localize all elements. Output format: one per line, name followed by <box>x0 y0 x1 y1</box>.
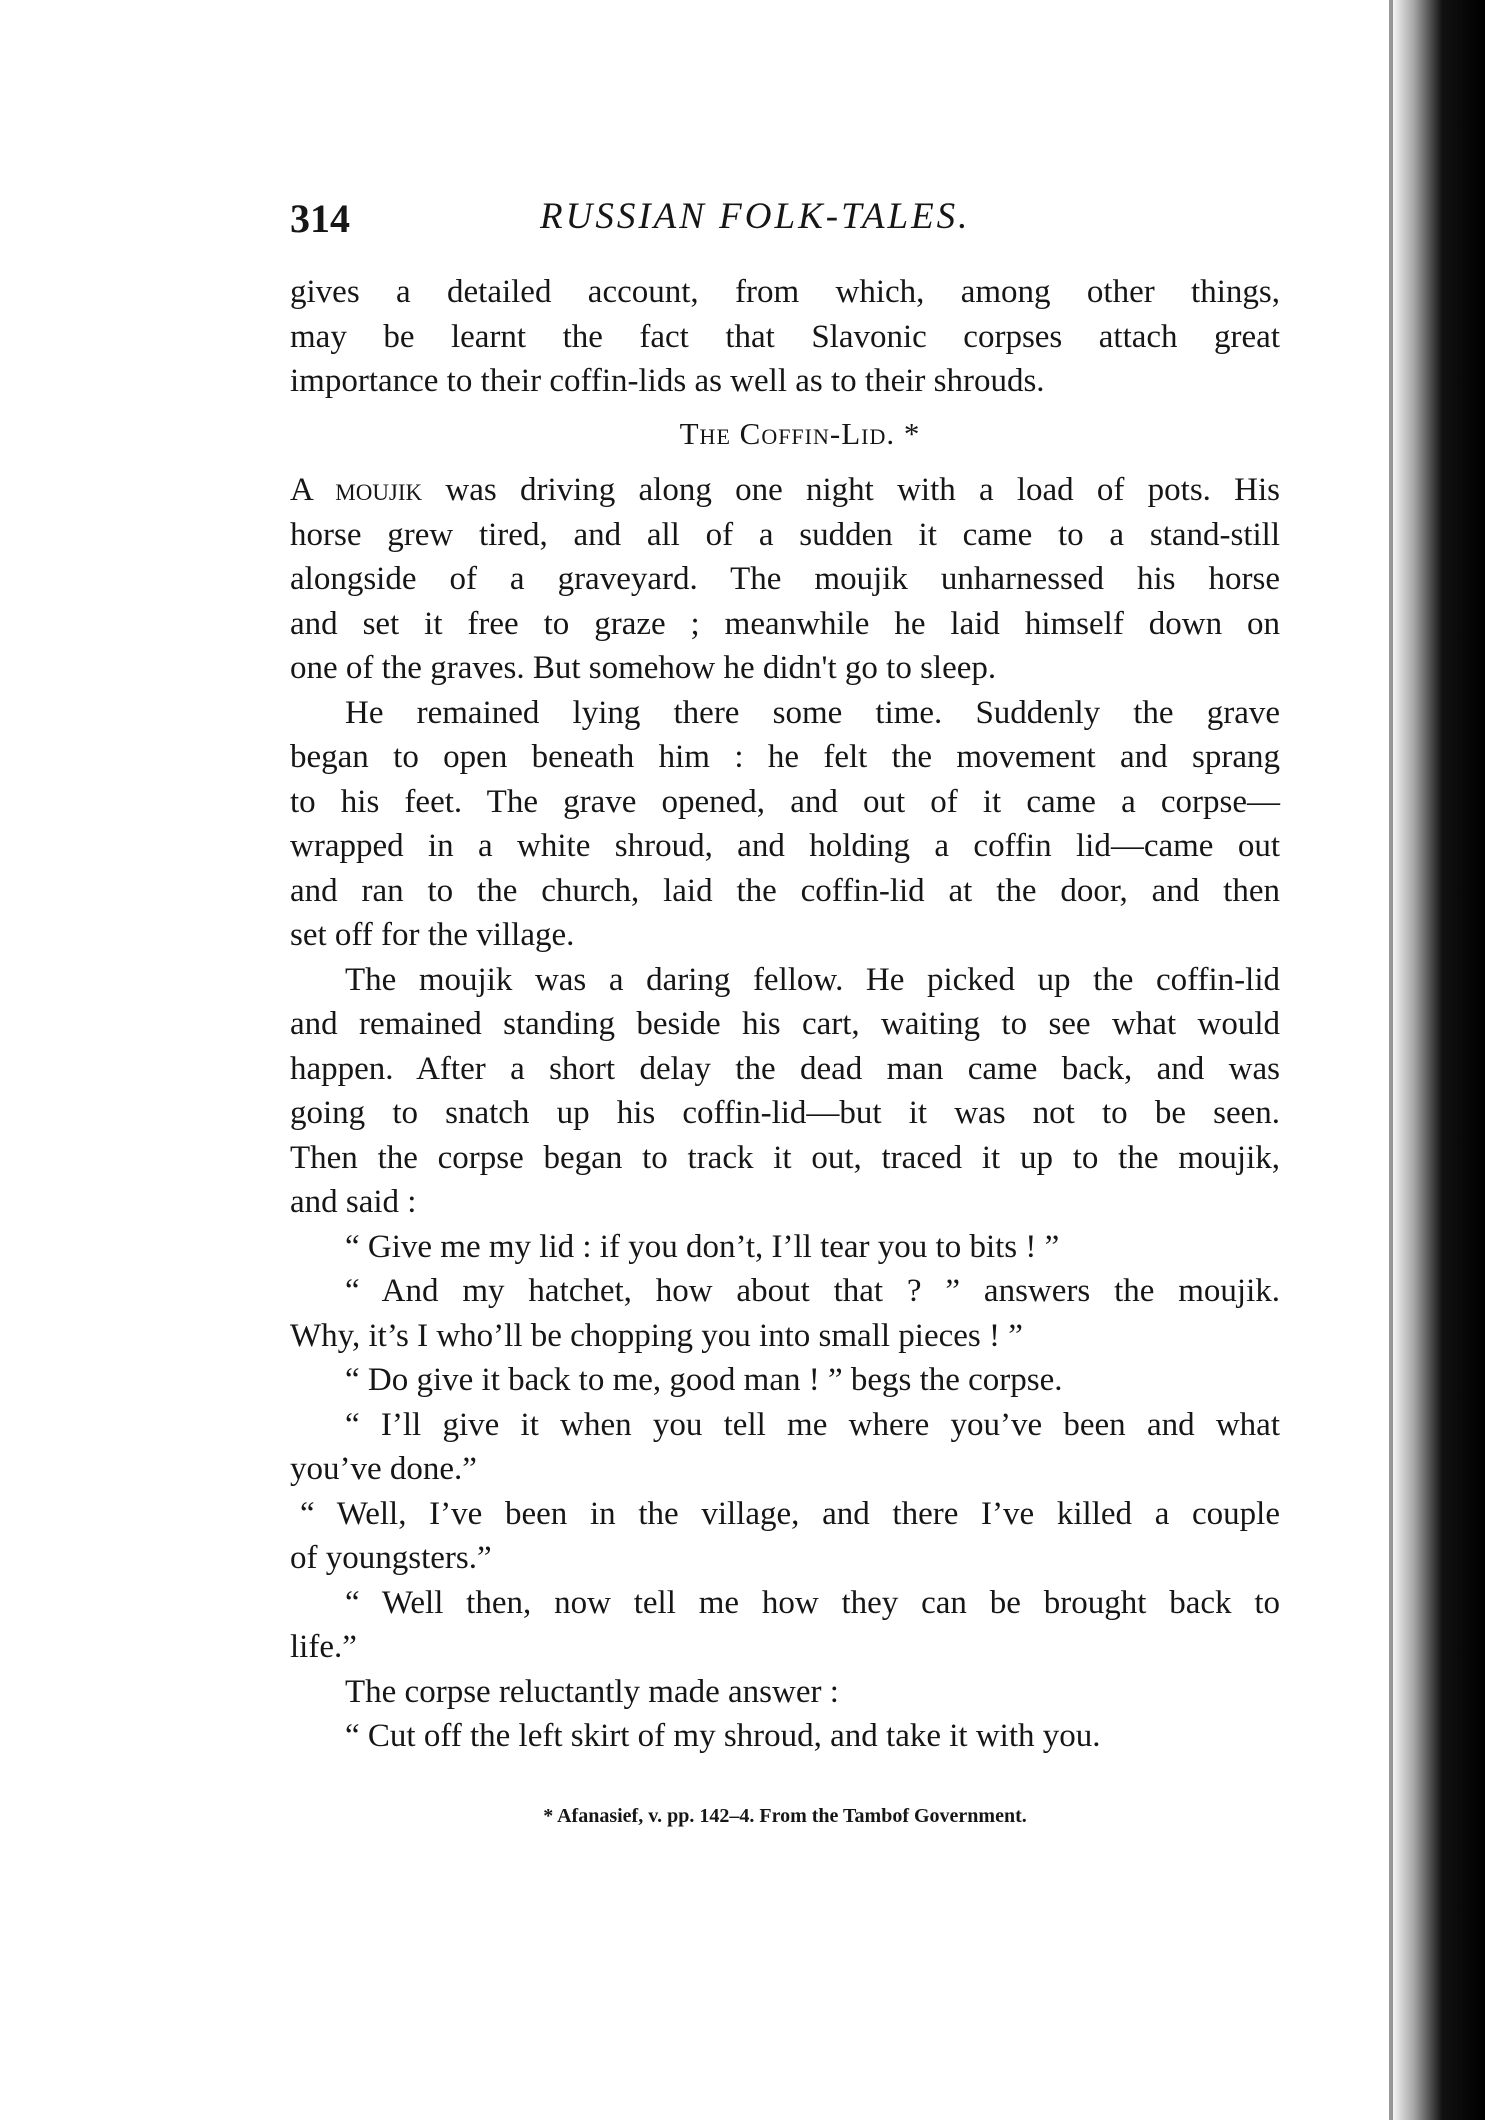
paragraph-line: and remained standing beside his cart, waiting to see what would <box>290 1006 1280 1042</box>
dialogue-5 <box>290 1492 1280 1581</box>
paragraph-line: to his feet. The grave opened, and out of it came a corpse— <box>290 783 1280 820</box>
opening-line-rest: was driving along one night with a load of pots. His <box>422 472 1281 508</box>
story-heading: The Coffin-Lid. * <box>679 415 921 451</box>
paragraph-line: “ Do give it back to me, good man ! ” begs the corpse. <box>345 1362 1063 1398</box>
paragraph-line: The corpse reluctantly made answer : <box>345 1673 839 1710</box>
paragraph-line: and set it free to graze ; meanwhile he laid himself down on <box>290 605 1280 642</box>
dialogue-1 <box>290 1225 1280 1270</box>
running-title: RUSSIAN FOLK-TALES. <box>540 196 971 237</box>
paragraph-line: “ Well then, now tell me how they can be brought back to <box>345 1584 1280 1621</box>
intro-paragraph <box>290 270 1280 404</box>
dialogue-6 <box>290 1581 1280 1670</box>
paragraph-line: happen. After a short delay the dead man came back, and was <box>290 1050 1280 1087</box>
paragraph-line: began to open beneath him : he felt the movement and sprang <box>290 739 1280 775</box>
opening-word: A moujik <box>290 472 423 508</box>
story-paragraph-3 <box>290 958 1280 1225</box>
paragraph-line <box>290 468 1280 513</box>
paragraph-line: alongside of a graveyard. The moujik unharnessed his horse <box>290 561 1280 597</box>
paragraph-line: you’ve done.” <box>290 1451 477 1487</box>
paragraph-line: Why, it’s I who’ll be chopping you into small pieces ! ” <box>290 1317 1023 1354</box>
paragraph-line: Then the corpse began to track it out, traced it up to the moujik, <box>290 1139 1280 1176</box>
paragraph-line: life.” <box>290 1629 357 1665</box>
paragraph-line: one of the graves. But somehow he didn't go to sleep. <box>290 650 997 686</box>
intro-line: may be learnt the fact that Slavonic corpses attach great <box>290 318 1280 355</box>
page-edge-shadow <box>1390 0 1485 2120</box>
story-paragraph-2 <box>290 691 1280 958</box>
paragraph-line: “ I’ll give it when you tell me where you’ve been and what <box>345 1406 1280 1443</box>
dialogue-4 <box>290 1403 1280 1492</box>
page-header <box>290 195 1280 255</box>
paragraph-line: and said : <box>290 1184 417 1220</box>
paragraph-line: set off for the village. <box>290 917 575 953</box>
paragraph-line: of youngsters.” <box>290 1540 492 1576</box>
dialogue-2 <box>290 1269 1280 1358</box>
story-paragraph-1 <box>290 468 1280 691</box>
intro-line: gives a detailed account, from which, among other things, <box>290 274 1280 310</box>
paragraph-line: “ Cut off the left skirt of my shroud, and take it with you. <box>345 1718 1101 1754</box>
footnote: * Afanasief, v. pp. 142–4. From the Tambof Government. <box>543 1805 1027 1827</box>
paragraph-line: and ran to the church, laid the coffin-lid at the door, and then <box>290 872 1280 909</box>
dialogue-7 <box>290 1670 1280 1715</box>
paragraph-line: horse grew tired, and all of a sudden it came to a stand-still <box>290 516 1280 553</box>
paragraph-line: “ Give me my lid : if you don’t, I’ll tear you to bits ! ” <box>345 1228 1060 1265</box>
paragraph-line: wrapped in a white shroud, and holding a coffin lid—came out <box>290 828 1280 864</box>
page-number: 314 <box>290 196 350 241</box>
paragraph-line: The moujik was a daring fellow. He picked up the coffin-lid <box>345 961 1280 998</box>
paragraph-line: He remained lying there some time. Suddenly the grave <box>345 694 1280 731</box>
dialogue-8 <box>290 1714 1280 1759</box>
paragraph-line: going to snatch up his coffin-lid—but it was not to be seen. <box>290 1095 1280 1131</box>
dialogue-3 <box>290 1358 1280 1403</box>
paragraph-line: “ Well, I’ve been in the village, and there I’ve killed a couple <box>300 1495 1280 1532</box>
paragraph-line: “ And my hatchet, how about that ? ” answers the moujik. <box>345 1273 1280 1309</box>
intro-line: importance to their coffin-lids as well as to their shrouds. <box>290 363 1045 399</box>
body-text <box>290 270 1280 1759</box>
